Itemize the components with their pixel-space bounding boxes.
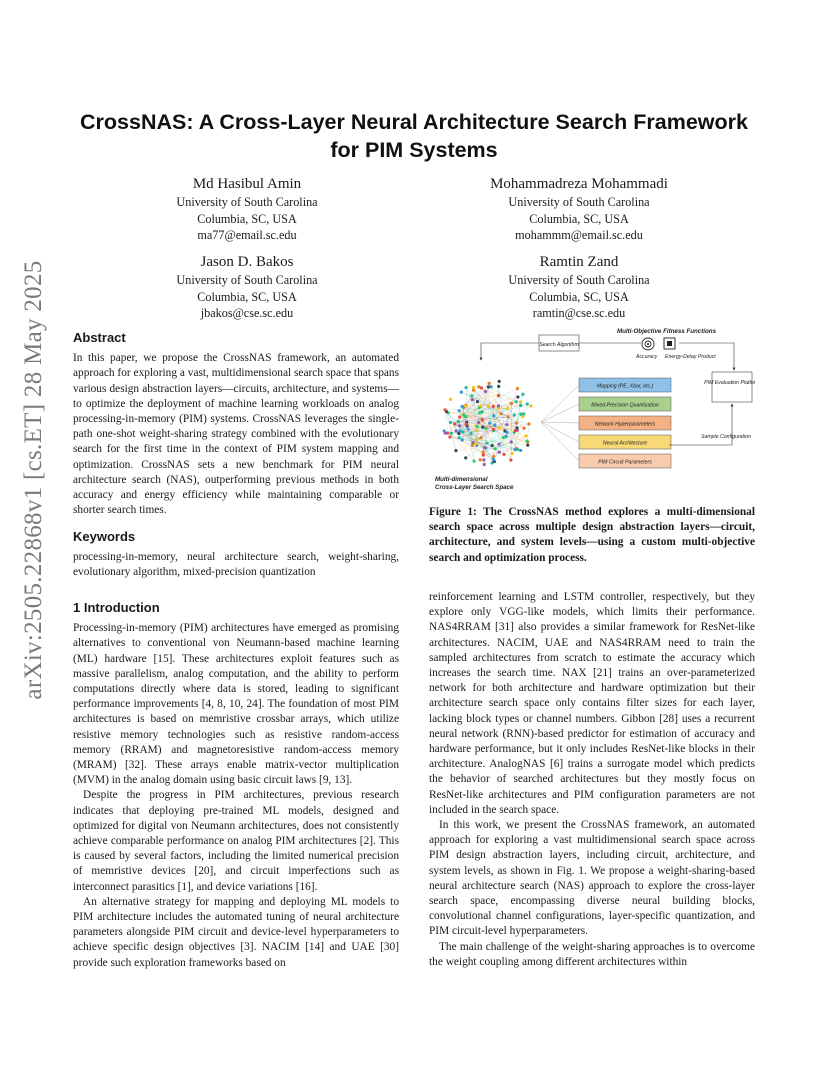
intro-paragraph-3: An alternative strategy for mapping and deploying ML models to PIM architecture includes the automated tuning of neural architecture parameters alongside PIM circuit and device-level hyperparameters to achieve specific design objectives [3]. NACIM [14] and UAE [30] provide such exploration frameworks based on (73, 895, 399, 969)
network-node (482, 453, 485, 456)
network-node (464, 386, 467, 389)
author-name: Ramtin Zand (539, 254, 619, 270)
author-affiliation: University of South Carolina (508, 273, 650, 287)
network-node (485, 442, 488, 445)
network-node (497, 404, 500, 407)
network-node (487, 405, 490, 408)
network-node (488, 422, 491, 425)
network-node (443, 429, 446, 432)
network-node (492, 458, 495, 461)
network-node (522, 412, 525, 415)
network-node (476, 400, 479, 403)
network-node (481, 418, 484, 421)
network-node (453, 422, 456, 425)
edp-label: Energy-Delay Product (665, 354, 716, 360)
network-node (498, 426, 501, 429)
network-node (505, 423, 508, 426)
accuracy-label: Accuracy (636, 354, 658, 360)
network-node (481, 425, 484, 428)
network-node (464, 415, 467, 418)
author-affiliation: University of South Carolina (176, 273, 318, 287)
pim-platform-box (712, 372, 752, 402)
search-dimension-label: Network Hyperparameters (594, 421, 656, 428)
right-column (429, 590, 755, 970)
network-node (478, 411, 481, 414)
space-label-2: Cross-Layer Search Space (435, 484, 514, 491)
abstract-section (73, 330, 399, 518)
network-node (460, 391, 463, 394)
author-email: mohammm@email.sc.edu (515, 228, 643, 242)
network-node (498, 380, 501, 383)
author-block (122, 253, 372, 322)
network-node (492, 455, 495, 458)
network-node (475, 429, 478, 432)
network-node (472, 386, 475, 389)
network-node (458, 424, 461, 427)
network-node (493, 424, 496, 427)
author-name: Jason D. Bakos (200, 254, 294, 270)
right-paragraph-3: The main challenge of the weight-sharing approaches is to overcome the weight coupling among different architectures within (429, 940, 755, 968)
title-line-2: for PIM Systems (330, 138, 498, 162)
network-node (527, 422, 530, 425)
network-node (513, 413, 516, 416)
network-node (448, 435, 451, 438)
network-node (457, 420, 460, 423)
search-dimension-label: Mapping (PE, Xbar, etc.) (596, 383, 654, 390)
network-node (492, 414, 495, 417)
right-paragraph-1: reinforcement learning and LSTM controller, respectively, but they explore only VGG-like models, which limits their performance. NAS4RRAM [31] also provides a similar framework for ResNet-like architectures. NACIM, UAE and NAS4RRAM need to train the sampled architectures from scratch to estimate the accuracy which increases the search time. NAX [21] trains an over-parameterized network for both architecture and hardware optimization but their architecture search space only contains filter sizes for each layer, lacking block types or channel numbers. Gibbon [28] uses a recurrent neural network (RNN)-based predictor for estimation of accuracy and hardware performance, but it only includes ResNet-like blocks in their architecture. AnalogNAS [6] trains a surrogate model which predicts the behavior of searched architectures but they mostly focus on ResNet-like architectures and PIM configuration parameters are not included in the search space. (429, 591, 755, 816)
network-node (492, 428, 495, 431)
space-label-1: Multi-dimensional (435, 476, 488, 483)
network-node (474, 442, 477, 445)
network-node (497, 443, 500, 446)
author-block (122, 175, 372, 244)
network-node (514, 448, 517, 451)
network-node (515, 400, 518, 403)
network-node (476, 425, 479, 428)
network-node (526, 444, 529, 447)
network-node (458, 429, 461, 432)
author-email: ramtin@cse.sc.edu (532, 306, 626, 320)
arxiv-sidebar (14, 260, 54, 700)
author-email: ma77@email.sc.edu (197, 228, 297, 242)
network-node (516, 387, 519, 390)
network-node (519, 449, 522, 452)
network-node (464, 456, 467, 459)
network-node (477, 421, 480, 424)
network-node (519, 400, 522, 403)
edp-chip-core (667, 341, 672, 346)
network-node (498, 451, 501, 454)
introduction-section (73, 600, 399, 971)
network-node (526, 402, 529, 405)
network-node (510, 452, 513, 455)
network-node (480, 386, 483, 389)
network-node (521, 393, 524, 396)
fitness-functions-label: Multi-Objective Fitness Functions (617, 328, 717, 335)
network-node (479, 458, 482, 461)
keywords-text: processing-in-memory, neural architecture search, weight-sharing, evolutionary algorithm, mixed-precision quantization (73, 551, 399, 579)
network-node (449, 398, 452, 401)
network-node (461, 438, 464, 441)
network-node (502, 436, 505, 439)
network-node (479, 404, 482, 407)
arxiv-identifier: arXiv:2505.22868v1 [cs.ET] 28 May 2025 (20, 260, 47, 700)
author-affiliation: University of South Carolina (508, 195, 650, 209)
network-node (492, 405, 495, 408)
abstract-text: In this paper, we propose the CrossNAS framework, an automated approach for exploring a vast, multidimensional search space that spans various design abstraction layers—circuits, architecture, and systems—to optimize the deployment of machine learning workloads on analog processing-in-memory (PIM) systems. CrossNAS leverages the single-path one-shot weight-sharing strategy combined with the evolutionary search for the first time in the context of PIM system mapping and optimization. CrossNAS sets a new benchmark for PIM neural architecture search (NAS), outperforming previous methods in both accuracy and energy efficiency while maintaining comparable or shorter search times. (73, 352, 399, 517)
author-location: Columbia, SC, USA (197, 211, 297, 226)
figure-1-caption: Figure 1: The CrossNAS method explores a multi-dimensional search space across multiple design abstraction layers—circuit, architecture, and system levels—using a custom multi-objective search and optimization process. (429, 506, 755, 564)
network-node (443, 408, 446, 411)
intro-paragraph-2: Despite the progress in PIM architectures, previous research indicates that deploying pre-trained ML models, designed and optimized for digital von Neumann architectures, does not consistently achieve comparable performance on analog PIM architectures [2]. This is caused by several factors, including the limited numerical precision of memristive devices [20], and circuit imperfections such as interconnect parasitics [1], and device variations [16]. (73, 789, 399, 893)
network-node (454, 449, 457, 452)
network-node (494, 447, 497, 450)
search-algorithm-label: Search Algorithm (539, 342, 579, 348)
keywords-section (73, 529, 399, 581)
author-name: Md Hasibul Amin (192, 176, 302, 192)
author-block (454, 253, 704, 322)
introduction-heading: 1 Introduction (73, 600, 160, 615)
figure-1 (429, 326, 755, 496)
abstract-heading: Abstract (73, 330, 126, 345)
network-node (464, 422, 467, 425)
network-node (454, 429, 457, 432)
network-node (450, 432, 453, 435)
network-node (457, 432, 460, 435)
author-name: Mohammadreza Mohammadi (490, 176, 668, 192)
keywords-heading: Keywords (73, 529, 136, 544)
network-node (469, 432, 472, 435)
author-location: Columbia, SC, USA (197, 289, 297, 304)
search-dimension-label: Mixed-Precision Quantization (591, 402, 659, 409)
sample-config-label: Sample Configuration (701, 434, 751, 440)
author-affiliation: University of South Carolina (176, 195, 318, 209)
network-node (483, 446, 486, 449)
network-node (497, 394, 500, 397)
network-node (479, 436, 482, 439)
network-node (526, 440, 529, 443)
network-node (458, 436, 461, 439)
network-node (484, 390, 487, 393)
network-node (510, 440, 513, 443)
author-email: jbakos@cse.sc.edu (200, 306, 294, 320)
network-node (507, 415, 510, 418)
network-node (488, 382, 491, 385)
accuracy-icon-center (647, 343, 649, 345)
network-node (470, 394, 473, 397)
right-paragraph-2: In this work, we present the CrossNAS framework, an automated approach for exploring a vast multidimensional search space across PIM design abstraction layers, including circuit, architecture, and system levels, as shown in Fig. 1. We propose a weight-sharing-based neural architecture search (NAS) approach to explore the cross-layer search space, encompassing diverse neural building blocks, convolutional channel configurations, layer-specific quantization, and PIM circuit-level hyperparameters. (429, 819, 755, 938)
network-node (458, 409, 461, 412)
network-node (515, 422, 518, 425)
network-node (481, 450, 484, 453)
network-node (475, 438, 478, 441)
network-node (471, 398, 474, 401)
network-node (466, 427, 469, 430)
author-block (454, 175, 704, 244)
paper-title (60, 108, 768, 164)
pim-platform-label: PIM Evaluation Platform (704, 380, 755, 386)
network-node (529, 404, 532, 407)
author-location: Columbia, SC, USA (529, 211, 629, 226)
network-node (483, 463, 486, 466)
network-node (461, 405, 464, 408)
network-node (472, 460, 475, 463)
search-dimension-label: PIM Circuit Parameters (598, 459, 652, 466)
network-node (510, 402, 513, 405)
network-node (499, 412, 502, 415)
network-node (502, 453, 505, 456)
network-node (524, 434, 527, 437)
network-node (471, 444, 474, 447)
network-node (509, 458, 512, 461)
network-node (464, 404, 467, 407)
network-node (497, 385, 500, 388)
network-node (461, 430, 464, 433)
network-node (482, 458, 485, 461)
network-node (458, 415, 461, 418)
title-line-1: CrossNAS: A Cross-Layer Neural Architecture Search Framework (80, 110, 748, 134)
network-node (506, 407, 509, 410)
author-location: Columbia, SC, USA (529, 289, 629, 304)
network-node (519, 413, 522, 416)
crossnas-diagram (429, 326, 755, 496)
search-space-cloud (443, 380, 533, 466)
network-node (487, 385, 490, 388)
network-node (515, 426, 518, 429)
network-node (449, 421, 452, 424)
network-node (522, 427, 525, 430)
network-node (519, 404, 522, 407)
network-node (490, 444, 493, 447)
network-node (516, 395, 519, 398)
intro-paragraph-1: Processing-in-memory (PIM) architectures have emerged as promising alternatives to conventional von Neumann-based machine learning (ML) hardware [15]. These architectures exploit features such as massive parallelism, analog computation, and the ability to perform computations directly where data is stored, leading to significant performance improvements [4, 8, 10, 24]. The foundation of most PIM architectures is based on memristive crossbar arrays, which utilize resistive memory technologies such as resistive random-access memory (RRAM) and magnetoresistive random-access memory (MRAM) [32]. These arrays enable matrix-vector multiplication (MVM) in the analog domain using basic circuit laws [9, 13]. (73, 622, 399, 787)
search-dimension-label: Neural Architecture (602, 440, 648, 447)
network-node (505, 431, 508, 434)
